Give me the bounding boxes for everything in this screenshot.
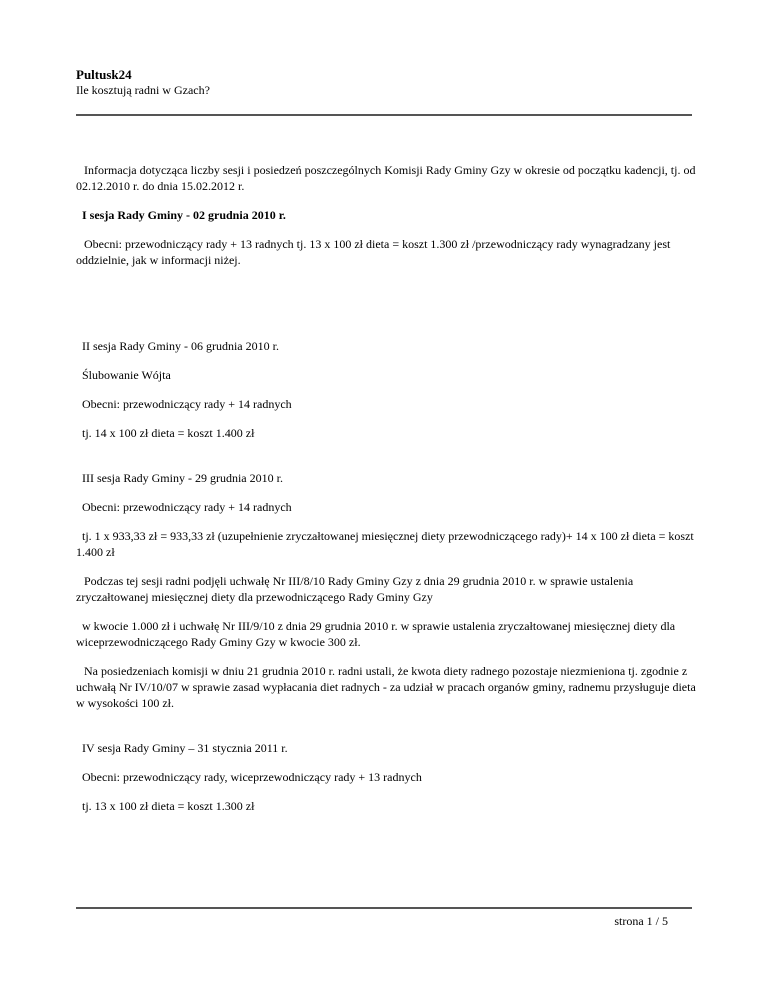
- session-4-cost: tj. 13 x 100 zł dieta = koszt 1.300 zł: [82, 799, 255, 813]
- session-3-cost: tj. 1 x 933,33 zł = 933,33 zł (uzupełnienie zryczałtowanej miesięcznej diety przewodniczącego rady)+ 14 x 100 zł dieta = koszt 1.400 zł: [76, 529, 694, 559]
- session-2-heading: II sesja Rady Gminy - 06 grudnia 2010 r.: [82, 339, 279, 353]
- session-3-resolution-2: w kwocie 1.000 zł i uchwałę Nr III/9/10 z dnia 29 grudnia 2010 r. w sprawie ustalenia zryczałtowanej miesięcznej diety dla wiceprzewodniczącego Rady Gminy Gzy w kwocie 300 zł.: [76, 619, 676, 649]
- session-2-attendance: Obecni: przewodniczący rady + 14 radnych: [82, 397, 292, 411]
- header-divider: [76, 114, 692, 116]
- session-3-attendance: Obecni: przewodniczący rady + 14 radnych: [82, 500, 292, 514]
- page-number: strona 1 / 5: [614, 914, 668, 928]
- session-4-attendance: Obecni: przewodniczący rady, wiceprzewodniczący rady + 13 radnych: [82, 770, 422, 784]
- session-2-note: Ślubowanie Wójta: [82, 368, 171, 382]
- footer-divider: [76, 907, 692, 909]
- site-title: Pultusk24: [76, 67, 132, 82]
- session-4-heading: IV sesja Rady Gminy – 31 stycznia 2011 r.: [82, 741, 288, 755]
- session-1-attendance: Obecni: przewodniczący rady + 13 radnych tj. 13 x 100 zł dieta = koszt 1.300 zł /przewodniczący rady wynagradzany jest oddzielnie, jak w informacji niżej.: [76, 237, 671, 267]
- commission-note: Na posiedzeniach komisji w dniu 21 grudnia 2010 r. radni ustali, że kwota diety radnego pozostaje niezmieniona tj. zgodnie z uchwałą Nr IV/10/07 w sprawie zasad wypłacania diet radnych - za udział w pracach organów gminy, radnemu przysługuje dieta w wysokości 100 zł.: [76, 664, 696, 710]
- session-2-cost: tj. 14 x 100 zł dieta = koszt 1.400 zł: [82, 426, 255, 440]
- intro-paragraph: Informacja dotycząca liczby sesji i posiedzeń poszczególnych Komisji Rady Gminy Gzy w okresie od początku kadencji, tj. od 02.12.2010 r. do dnia 15.02.2012 r.: [76, 163, 696, 193]
- session-3-heading: III sesja Rady Gminy - 29 grudnia 2010 r.: [82, 471, 283, 485]
- session-1-heading: I sesja Rady Gminy - 02 grudnia 2010 r.: [82, 208, 286, 222]
- article-subtitle: Ile kosztują radni w Gzach?: [76, 83, 210, 97]
- session-3-resolution-1: Podczas tej sesji radni podjęli uchwałę Nr III/8/10 Rady Gminy Gzy z dnia 29 grudnia 2010 r. w sprawie ustalenia zryczałtowanej miesięcznej diety dla przewodniczącego Rady Gminy Gzy: [76, 574, 634, 604]
- article-body: [76, 162, 696, 814]
